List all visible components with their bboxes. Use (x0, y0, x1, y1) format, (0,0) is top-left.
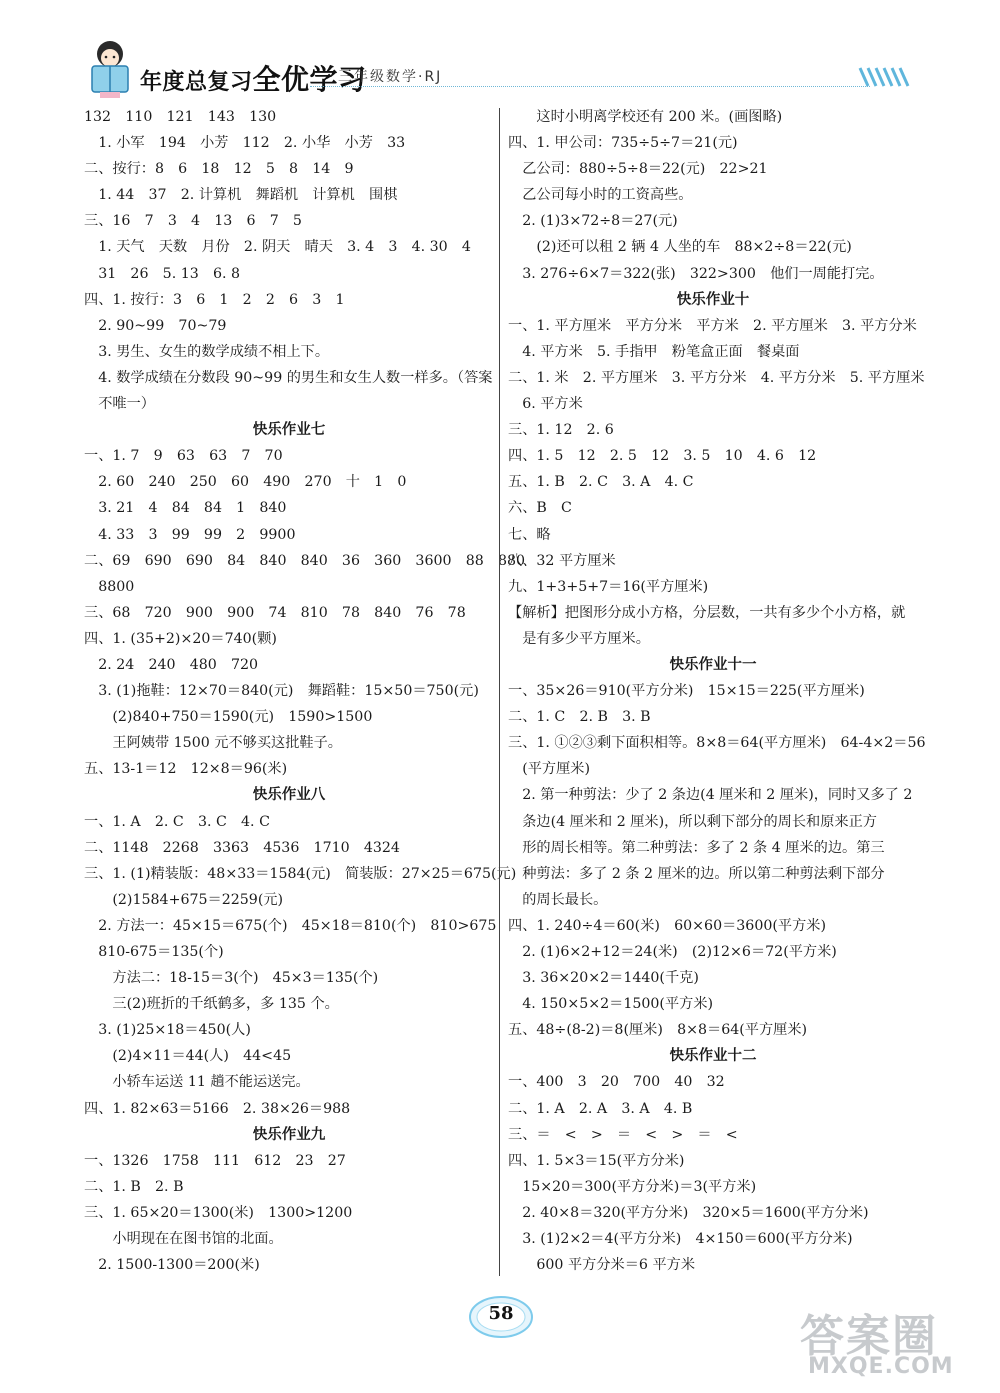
answer-line: 31 26 5. 13 6. 8 (84, 265, 241, 282)
answer-line: 的周长最长。 (508, 891, 608, 908)
page-number-badge (466, 1293, 536, 1343)
answer-line: 2. 24 240 480 720 (84, 656, 259, 673)
watermark-title: 答案圈 (800, 1311, 938, 1362)
section-title: 快乐作业七 (252, 422, 326, 439)
answer-line: 6. 平方米 (508, 396, 583, 413)
answer-line: 二、1. C 2. B 3. B (508, 709, 651, 726)
answer-line: 3. 男生、女生的数学成绩不相上下。 (84, 343, 330, 360)
answer-line: 4. 33 3 99 99 2 9900 (84, 526, 296, 543)
stripes-decoration (858, 66, 910, 88)
brand-small: 年度总复习 (140, 70, 253, 95)
page-header (0, 0, 1000, 105)
answer-line: 四、1. 82×63＝5166 2. 38×26＝988 (84, 1100, 351, 1117)
answer-line: 四、1. 甲公司：735÷5÷7＝21(元) (508, 135, 738, 152)
answer-line: 3. 36×20×2＝1440(千克) (508, 970, 699, 987)
answer-line: 三、68 720 900 900 74 810 78 840 76 78 (84, 604, 466, 621)
answer-line: 不唯一） (84, 396, 155, 413)
answer-line: 3. 276÷6×7＝322(张) 322>300 他们一周能打完。 (508, 265, 884, 282)
answer-line: 2. 60 240 250 60 490 270 十 1 0 (84, 474, 407, 491)
answer-line: 五、1. B 2. C 3. A 4. C (508, 474, 694, 491)
page-number: 58 (488, 1303, 514, 1324)
section-title: 快乐作业八 (252, 787, 326, 804)
answer-line: (2)840+750＝1590(元) 1590>1500 (84, 709, 373, 726)
answer-line: 这时小明离学校还有 200 米。(画图略) (508, 109, 783, 125)
answer-line: 2. (1)6×2+12＝24(米) (2)12×6＝72(平方米) (508, 944, 837, 960)
answer-line: 四、1. 按行：3 6 1 2 2 6 3 1 (84, 291, 345, 308)
answer-line: 七、略 (508, 526, 551, 543)
answer-line: 2. 1500-1300＝200(米) (84, 1257, 260, 1274)
answer-line: 1. 44 37 2. 计算机 舞蹈机 计算机 围棋 (84, 187, 398, 204)
answer-line: 二、按行：8 6 18 12 5 8 14 9 (84, 161, 354, 178)
answer-line: 二、1. A 2. A 3. A 4. B (508, 1100, 693, 1117)
answer-line: 乙公司每小时的工资高些。 (508, 187, 693, 204)
answer-line: 一、35×26＝910(平方分米) 15×15＝225(平方厘米) (508, 683, 865, 700)
answer-line: 3. 21 4 84 84 1 840 (84, 500, 287, 517)
answer-line: 1. 小军 194 小芳 112 2. 小华 小芳 33 (84, 135, 406, 152)
answer-line: 八、32 平方厘米 (508, 552, 616, 569)
answer-line: 四、1. 5 12 2. 5 12 3. 5 10 4. 6 12 (508, 448, 817, 465)
answer-line: 条边(4 厘米和 2 厘米)，所以剩下部分的周长和原来正方 (508, 813, 877, 830)
section-title: 快乐作业十二 (669, 1048, 757, 1065)
answer-line: (2)4×11＝44(人) 44<45 (84, 1048, 292, 1065)
answer-line: 王阿姨带 1500 元不够买这批鞋子。 (84, 735, 342, 752)
answer-line: 二、1148 2268 3363 4536 1710 4324 (84, 839, 400, 856)
answer-line: 三、16 7 3 4 13 6 7 5 (84, 213, 302, 230)
answer-line: 三、1. ①②③剩下面积相等。8×8＝64(平方厘米) 64-4×2＝56 (508, 735, 926, 752)
answer-line: 一、1326 1758 111 612 23 27 (84, 1152, 346, 1169)
header-rule (310, 86, 870, 87)
answer-line: 六、B C (508, 500, 572, 517)
answer-line: 二、1. B 2. B (84, 1178, 184, 1195)
section-title: 快乐作业九 (252, 1126, 326, 1143)
answer-line: 2. 90~99 70~79 (84, 317, 227, 334)
left-column (84, 104, 526, 1278)
answer-line: 是有多少平方厘米。 (508, 630, 650, 647)
answer-line: 一、1. 平方厘米 平方分米 平方米 2. 平方厘米 3. 平方分米 (508, 317, 917, 334)
answer-line: 600 平方分米＝6 平方米 (508, 1257, 696, 1274)
answer-line: 方法二：18-15＝3(个) 45×3＝135(个) (84, 970, 379, 987)
answer-line: 4. 平方米 5. 手指甲 粉笔盒正面 餐桌面 (508, 343, 800, 360)
answer-line: 三、1. (1)精装版：48×33＝1584(元) 简装版：27×25＝675(元) (84, 865, 517, 882)
answer-line: 四、1. (35+2)×20＝740(颗) (84, 630, 277, 647)
answer-line: (2)还可以租 2 辆 4 人坐的车 88×2÷8＝22(元) (508, 239, 852, 256)
brand-title (140, 58, 367, 98)
answer-line: 4. 数学成绩在分数段 90~99 的男生和女生人数一样多。（答案 (84, 369, 493, 386)
section-title: 快乐作业十 (676, 291, 750, 308)
right-column (508, 104, 926, 1278)
answer-line: 3. (1)拖鞋：12×70＝840(元) 舞蹈鞋：15×50＝750(元) (84, 683, 479, 700)
column-divider (499, 108, 500, 1276)
answer-line: 五、48÷(8-2)＝8(厘米) 8×8＝64(平方厘米) (508, 1022, 808, 1039)
answer-line: 五、13-1＝12 12×8＝96(米) (84, 761, 288, 778)
answer-line: 4. 150×5×2＝1500(平方米) (508, 996, 714, 1013)
answer-line: 2. (1)3×72÷8＝27(元) (508, 213, 678, 230)
answer-line: 1. 天气 天数 月份 2. 阴天 晴天 3. 4 3 4. 30 4 (84, 239, 471, 256)
answer-line: 四、1. 5×3＝15(平方分米) (508, 1152, 685, 1169)
answer-line: 二、69 690 690 84 840 840 36 360 3600 88 880 (84, 552, 526, 569)
answer-line: 3. (1)25×18＝450(人) (84, 1022, 251, 1039)
brand-big: 全优学习 (252, 63, 367, 96)
answer-line: 种剪法：多了 2 条 2 厘米的边。所以第二种剪法剩下部分 (508, 865, 885, 882)
watermark (800, 1300, 990, 1390)
answer-line: 三、＝ < > ＝ < > ＝ < (508, 1126, 738, 1143)
answer-line: 二、1. 米 2. 平方厘米 3. 平方分米 4. 平方分米 5. 平方厘米 (508, 369, 925, 386)
answer-line: 三(2)班折的千纸鹤多，多 135 个。 (84, 996, 339, 1013)
answer-line: 810-675＝135(个) (84, 944, 224, 960)
answer-line: 【解析】把图形分成小方格，分层数，一共有多少个小方格，就 (508, 604, 906, 621)
answer-line: 132 110 121 143 130 (84, 109, 277, 125)
reading-girl-icon (86, 38, 138, 100)
answer-line: 九、1+3+5+7＝16(平方厘米) (508, 578, 709, 595)
answer-line: 3. (1)2×2＝4(平方分米) 4×150＝600(平方分米) (508, 1231, 853, 1248)
answer-line: 2. 第一种剪法：少了 2 条边(4 厘米和 2 厘米)，同时又多了 2 (508, 787, 913, 804)
answer-line: 15×20＝300(平方分米)＝3(平方米) (508, 1178, 757, 1195)
answer-line: 四、1. 240÷4＝60(米) 60×60＝3600(平方米) (508, 917, 827, 934)
answer-line: 乙公司：880÷5÷8＝22(元) 22>21 (508, 161, 768, 178)
answer-line: 一、400 3 20 700 40 32 (508, 1074, 725, 1091)
section-title: 快乐作业十一 (669, 656, 757, 673)
answer-line: 三、1. 65×20＝1300(米) 1300>1200 (84, 1204, 353, 1221)
subject-label: 三年级数学·RJ (338, 69, 443, 85)
answer-line: 三、1. 12 2. 6 (508, 422, 614, 439)
answer-line: 一、1. 7 9 63 63 7 70 (84, 448, 283, 465)
answer-line: 小轿车运送 11 趟不能运送完。 (84, 1074, 310, 1091)
answer-line: 一、1. A 2. C 3. C 4. C (84, 813, 270, 830)
answer-line: 小明现在在图书馆的北面。 (84, 1231, 283, 1248)
watermark-url: MXQE.COM (808, 1354, 954, 1379)
answer-line: 2. 40×8＝320(平方分米) 320×5＝1600(平方分米) (508, 1204, 869, 1221)
answer-line: 8800 (84, 578, 135, 595)
answer-line: 2. 方法一：45×15＝675(个) 45×18＝810(个) 810>675 (84, 917, 497, 934)
answer-line: (平方厘米) (508, 761, 591, 778)
answer-line: (2)1584+675＝2259(元) (84, 891, 284, 908)
answer-line: 形的周长相等。第二种剪法：多了 2 条 4 厘米的边。第三 (508, 839, 885, 856)
